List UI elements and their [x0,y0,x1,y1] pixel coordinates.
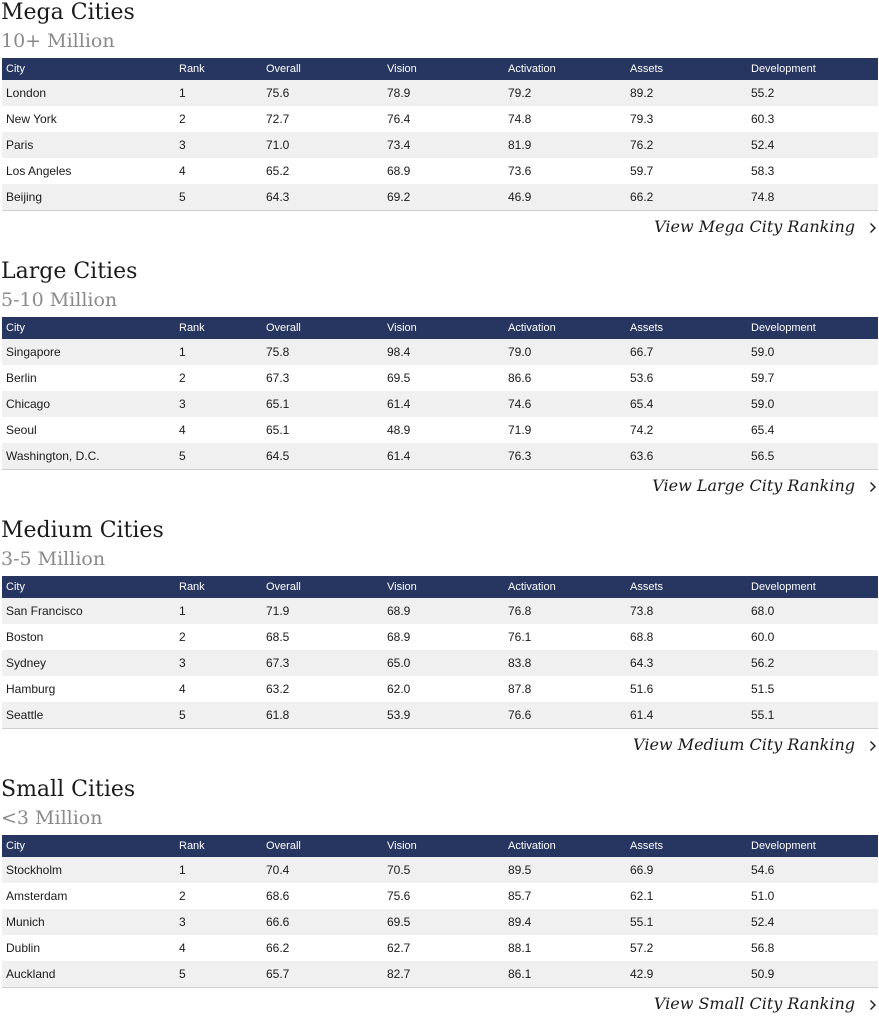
city-cell: Singapore [6,345,61,359]
column-header-assets: Assets [630,322,664,334]
city-cell: Dublin [6,941,41,955]
overall-cell: 75.8 [266,345,290,359]
chevron-right-icon [869,998,877,1010]
overall-cell: 72.7 [266,112,290,126]
development-cell: 58.3 [751,164,775,178]
vision-cell: 69.5 [387,371,411,385]
assets-cell: 55.1 [630,915,654,929]
city-cell: Berlin [6,371,37,385]
overall-cell: 65.7 [262,961,383,988]
city-cell: New York [6,112,57,126]
table-row [2,339,878,365]
table-row [2,106,878,132]
table-header-row [2,576,878,598]
overall-cell: 65.2 [266,164,290,178]
view-large-city-ranking-link[interactable] [652,476,877,496]
assets-cell: 51.6 [630,682,654,696]
column-header-vision: Vision [387,63,417,75]
activation-cell: 83.8 [508,656,532,670]
vision-cell: 68.9 [387,630,411,644]
overall-cell: 75.6 [266,86,290,100]
city-cell: Washington, D.C. [2,443,175,470]
assets-cell: 73.8 [630,604,654,618]
vision-cell: 65.0 [387,656,411,670]
assets-cell: 62.1 [630,889,654,903]
table-row [2,598,878,624]
rank-cell: 3 [179,656,186,670]
vision-cell: 53.9 [383,702,504,729]
vision-cell: 75.6 [387,889,411,903]
column-header-rank: Rank [179,322,205,334]
overall-cell: 66.2 [266,941,290,955]
chevron-right-icon [869,221,877,233]
activation-cell: 79.0 [508,345,532,359]
overall-cell: 65.1 [266,423,290,437]
section-title: Mega Cities [1,0,135,25]
overall-cell: 61.8 [262,702,383,729]
activation-cell: 88.1 [508,941,532,955]
development-cell: 52.4 [751,138,775,152]
city-cell: San Francisco [6,604,83,618]
city-cell: Hamburg [6,682,56,696]
development-cell: 56.2 [751,656,775,670]
section-title: Medium Cities [1,518,164,543]
rank-cell: 1 [179,863,186,877]
table-row [2,702,878,729]
view-small-city-ranking-link[interactable] [654,994,877,1014]
development-cell: 56.8 [751,941,775,955]
chevron-right-icon [869,480,877,492]
activation-cell: 76.8 [508,604,532,618]
column-header-city: City [6,581,25,593]
table-row [2,883,878,909]
assets-cell: 89.2 [630,86,654,100]
city-cell: London [6,86,47,100]
overall-cell: 67.3 [266,371,290,385]
ranking-table [2,58,878,211]
view-link-label: View Mega City Ranking [654,217,855,236]
vision-cell: 48.9 [387,423,411,437]
overall-cell: 64.5 [262,443,383,470]
city-cell: Chicago [6,397,51,411]
activation-cell: 76.1 [508,630,532,644]
development-cell: 59.0 [751,345,775,359]
city-cell: Auckland [2,961,175,988]
column-header-city: City [6,63,25,75]
assets-cell: 57.2 [630,941,654,955]
table-row [2,158,878,184]
development-cell: 51.0 [751,889,775,903]
column-header-vision: Vision [387,840,417,852]
development-cell: 74.8 [747,184,878,211]
column-header-vision: Vision [387,322,417,334]
activation-cell: 81.9 [508,138,532,152]
section-title: Large Cities [1,259,138,284]
column-header-overall: Overall [266,581,301,593]
column-header-overall: Overall [266,322,301,334]
activation-cell: 86.6 [508,371,532,385]
vision-cell: 69.2 [383,184,504,211]
column-header-rank: Rank [179,63,205,75]
overall-cell: 71.0 [266,138,290,152]
table-row [2,961,878,988]
column-header-assets: Assets [630,63,664,75]
rank-cell: 3 [179,915,186,929]
view-medium-city-ranking-link[interactable] [633,735,877,755]
vision-cell: 69.5 [387,915,411,929]
development-cell: 56.5 [747,443,878,470]
vision-cell: 62.7 [387,941,411,955]
section-subtitle: 3-5 Million [1,548,106,570]
column-header-overall: Overall [266,63,301,75]
column-header-activation: Activation [508,322,556,334]
vision-cell: 61.4 [387,397,411,411]
table-row [2,184,878,211]
view-link-label: View Medium City Ranking [633,735,855,754]
column-header-development: Development [751,581,816,593]
rank-cell: 1 [179,86,186,100]
vision-cell: 61.4 [383,443,504,470]
column-header-activation: Activation [508,840,556,852]
column-header-assets: Assets [630,581,664,593]
ranking-table [2,576,878,729]
table-header-row [2,58,878,80]
ranking-table [2,835,878,988]
chevron-right-icon [869,739,877,751]
table-row [2,857,878,883]
activation-cell: 85.7 [508,889,532,903]
vision-cell: 82.7 [383,961,504,988]
development-cell: 50.9 [747,961,878,988]
overall-cell: 71.9 [266,604,290,618]
assets-cell: 68.8 [630,630,654,644]
overall-cell: 70.4 [266,863,290,877]
table-header-row [2,835,878,857]
assets-cell: 66.9 [630,863,654,877]
overall-cell: 63.2 [266,682,290,696]
rank-cell: 2 [179,889,186,903]
activation-cell: 46.9 [504,184,626,211]
development-cell: 59.7 [751,371,775,385]
vision-cell: 62.0 [387,682,411,696]
assets-cell: 42.9 [626,961,747,988]
assets-cell: 66.2 [626,184,747,211]
development-cell: 54.6 [751,863,775,877]
table-row [2,909,878,935]
overall-cell: 65.1 [266,397,290,411]
column-header-rank: Rank [179,581,205,593]
activation-cell: 74.8 [508,112,532,126]
rank-cell: 5 [175,961,262,988]
city-cell: Stockholm [6,863,63,877]
column-header-activation: Activation [508,581,556,593]
view-link-label: View Large City Ranking [652,476,855,495]
vision-cell: 68.9 [387,604,411,618]
assets-cell: 59.7 [630,164,654,178]
assets-cell: 65.4 [630,397,654,411]
city-cell: Los Angeles [6,164,72,178]
city-cell: Paris [6,138,34,152]
table-row [2,443,878,470]
rank-cell: 4 [179,941,186,955]
column-header-city: City [6,840,25,852]
assets-cell: 74.2 [630,423,654,437]
activation-cell: 79.2 [508,86,532,100]
activation-cell: 89.4 [508,915,532,929]
city-cell: Seattle [2,702,175,729]
rank-cell: 2 [179,112,186,126]
city-cell: Sydney [6,656,47,670]
rank-cell: 5 [175,443,262,470]
ranking-table [2,317,878,470]
overall-cell: 68.6 [266,889,290,903]
section-title: Small Cities [1,777,136,802]
rank-cell: 1 [179,604,186,618]
section-subtitle: 10+ Million [1,30,115,52]
table-header-row [2,317,878,339]
activation-cell: 86.1 [504,961,626,988]
city-cell: Beijing [2,184,175,211]
table-row [2,417,878,443]
city-cell: Munich [6,915,45,929]
table-row [2,624,878,650]
table-row [2,365,878,391]
development-cell: 68.0 [751,604,775,618]
table-row [2,132,878,158]
vision-cell: 68.9 [387,164,411,178]
activation-cell: 73.6 [508,164,532,178]
rank-cell: 3 [179,397,186,411]
assets-cell: 61.4 [626,702,747,729]
development-cell: 60.0 [751,630,775,644]
assets-cell: 76.2 [630,138,654,152]
rank-cell: 2 [179,371,186,385]
activation-cell: 71.9 [508,423,532,437]
column-header-vision: Vision [387,581,417,593]
vision-cell: 98.4 [387,345,411,359]
column-header-overall: Overall [266,840,301,852]
column-header-activation: Activation [508,63,556,75]
column-header-development: Development [751,322,816,334]
activation-cell: 89.5 [508,863,532,877]
rank-cell: 4 [179,682,186,696]
column-header-assets: Assets [630,840,664,852]
assets-cell: 66.7 [630,345,654,359]
overall-cell: 67.3 [266,656,290,670]
column-header-rank: Rank [179,840,205,852]
vision-cell: 73.4 [387,138,411,152]
section-subtitle: 5-10 Million [1,289,118,311]
activation-cell: 74.6 [508,397,532,411]
overall-cell: 68.5 [266,630,290,644]
development-cell: 52.4 [751,915,775,929]
rank-cell: 2 [179,630,186,644]
vision-cell: 70.5 [387,863,411,877]
development-cell: 55.1 [747,702,878,729]
table-row [2,935,878,961]
rank-cell: 3 [179,138,186,152]
view-mega-city-ranking-link[interactable] [654,217,877,237]
development-cell: 65.4 [751,423,775,437]
city-cell: Seoul [6,423,37,437]
activation-cell: 76.6 [504,702,626,729]
rank-cell: 5 [175,184,262,211]
section-subtitle: <3 Million [1,807,103,829]
assets-cell: 79.3 [630,112,654,126]
overall-cell: 64.3 [262,184,383,211]
column-header-development: Development [751,63,816,75]
vision-cell: 76.4 [387,112,411,126]
table-row [2,391,878,417]
assets-cell: 53.6 [630,371,654,385]
rank-cell: 5 [175,702,262,729]
city-cell: Boston [6,630,44,644]
assets-cell: 64.3 [630,656,654,670]
overall-cell: 66.6 [266,915,290,929]
column-header-city: City [6,322,25,334]
table-row [2,80,878,106]
view-link-label: View Small City Ranking [653,994,855,1013]
column-header-development: Development [751,840,816,852]
development-cell: 59.0 [751,397,775,411]
activation-cell: 87.8 [508,682,532,696]
development-cell: 55.2 [751,86,775,100]
rank-cell: 4 [179,164,186,178]
city-cell: Amsterdam [6,889,68,903]
development-cell: 60.3 [751,112,775,126]
table-row [2,650,878,676]
rank-cell: 1 [179,345,186,359]
assets-cell: 63.6 [626,443,747,470]
rank-cell: 4 [179,423,186,437]
activation-cell: 76.3 [504,443,626,470]
table-row [2,676,878,702]
vision-cell: 78.9 [387,86,411,100]
development-cell: 51.5 [751,682,775,696]
